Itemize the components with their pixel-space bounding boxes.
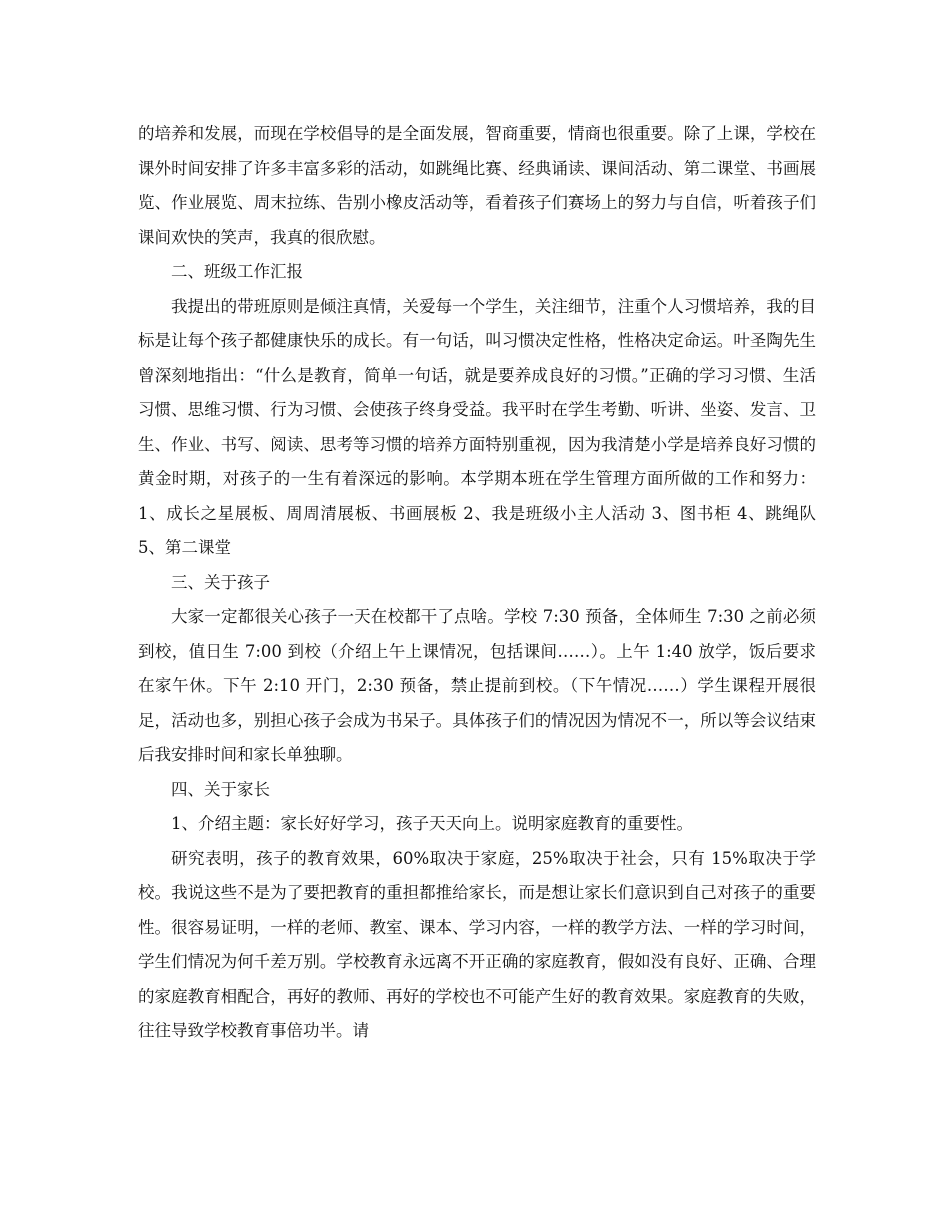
- section-heading-class-work: 二、班级工作汇报: [171, 262, 303, 281]
- section-heading-about-children: 三、关于孩子: [171, 572, 270, 592]
- paragraph-continuation: 的培养和发展，而现在学校倡导的是全面发展，智商重要，情商也很重要。除了上课，学校在课外时间安排了许多丰富多彩的活动，如跳绳比赛、经典诵读、课间活动、第二课堂、书画展览、作业展览、周末拉练、告别小橡皮活动等，看着孩子们赛场上的努力与自信，听着孩子们课间欢快的笑声，我真的很欣慰。: [138, 124, 816, 247]
- paragraph-research: 研究表明，孩子的教育效果，60%取决于家庭，25%取决于社会，只有 15%取决于学校。我说这些不是为了要把教育的重担都推给家长，而是想让家长们意识到自己对孩子的重要性。很容易证明，一样的老师、教室、课本、学习内容，一样的教学方法、一样的学习时间，学生们情况为何千差万别。学校教育永远离不开正确的家庭教育，假如没有良好、正确、合理的家庭教育相配合，再好的教师、再好的学校也不可能产生好的教育效果。家庭教育的失败，往往导致学校教育事倍功半。请: [138, 848, 816, 1040]
- paragraph-class-work: 我提出的带班原则是倾注真情，关爱每一个学生，关注细节，注重个人习惯培养，我的目标是让每个孩子都健康快乐的成长。有一句话，叫习惯决定性格，性格决定命运。叶圣陶先生曾深刻地指出：“什么是教育，简单一句话，就是要养成良好的习惯。”正确的学习习惯、生活习惯、思维习惯、行为习惯、会使孩子终身受益。我平时在学生考勤、听讲、坐姿、发言、卫生、作业、书写、阅读、思考等习惯的培养方面特别重视，因为我清楚小学是培养良好习惯的黄金时期，对孩子的一生有着深远的影响。本学期本班在学生管理方面所做的工作和努力：1、成长之星展板、周周清展板、书画展板 2、我是班级小主人活动 3、图书柜 4、跳绳队 5、第二课堂: [138, 296, 816, 557]
- paragraph-about-children: 大家一定都很关心孩子一天在校都干了点啥。学校 7:30 预备，全体师生 7:30 之前必须到校，值日生 7:00 到校（介绍上午上课情况，包括课间……）。上午 1:40 放学，饭后要求在家午休。下午 2:10 开门，2:30 预备，禁止提前到校。（下午情况……）学生课程开展很足，活动也多，别担心孩子会成为书呆子。具体孩子们的情况因为情况不一，所以等会议结束后我安排时间和家长单独聊。: [138, 607, 816, 764]
- paragraph-theme-intro: 1、介绍主题：家长好好学习，孩子天天向上。说明家庭教育的重要性。: [171, 814, 693, 833]
- section-heading-about-parents: 四、关于家长: [171, 779, 270, 799]
